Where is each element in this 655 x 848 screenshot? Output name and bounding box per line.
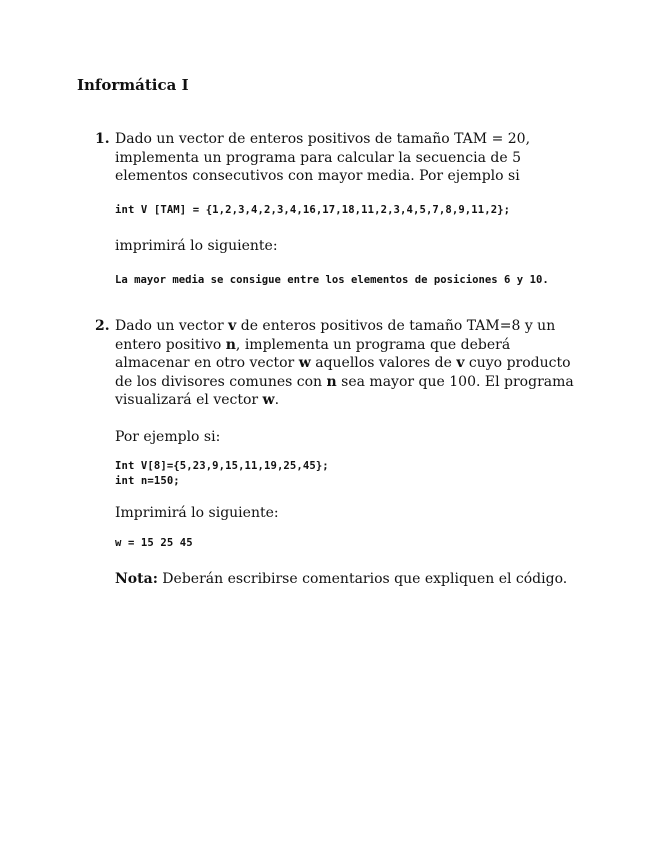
exercise-1-number: 1. xyxy=(95,131,110,147)
exercise-2-prints-label: Imprimirá lo siguiente: xyxy=(115,505,279,521)
exercise-2-statement: Dado un vector v de enteros positivos de tamaño TAM=8 y un entero positivo n, implementa un programa que deberá almacenar en otro vector w aquellos valores de v cuyo producto de los divisores comunes con n sea mayor que 100. El programa visualizará el vector w. xyxy=(115,318,574,408)
exercise-1-prints-label: imprimirá lo siguiente: xyxy=(115,238,278,254)
exercise-1-code: int V [TAM] = {1,2,3,4,2,3,4,16,17,18,11,2,3,4,5,7,8,9,11,2}; xyxy=(115,204,511,216)
n-symbol: n xyxy=(225,336,236,353)
exercise-2-example-label: Por ejemplo si: xyxy=(115,429,221,445)
exercise-2-code-line-2: int n=150; xyxy=(115,475,180,487)
exercise-2-number: 2. xyxy=(95,318,110,334)
vector-v-symbol: v xyxy=(228,318,237,334)
vector-w-symbol: w xyxy=(298,355,311,371)
exercise-1-statement: Dado un vector de enteros positivos de tamaño TAM = 20, implementa un programa para calcular la secuencia de 5 elementos consecutivos con mayor media. Por ejemplo si xyxy=(115,131,531,184)
exercise-2-output: w = 15 25 45 xyxy=(115,537,193,549)
note: Nota: Deberán escribirse comentarios que expliquen el código. xyxy=(115,571,568,587)
vector-w-symbol-2: w xyxy=(262,392,275,408)
note-label: Nota xyxy=(115,571,153,587)
exercise-2-code-line-1: Int V[8]={5,23,9,15,11,19,25,45}; xyxy=(115,460,329,472)
vector-v-symbol-2: v xyxy=(456,355,465,371)
note-text: Deberán escribirse comentarios que expliquen el código. xyxy=(157,571,568,587)
page-title: Informática I xyxy=(77,76,189,94)
n-symbol-2: n xyxy=(326,373,337,390)
exercise-1-output: La mayor media se consigue entre los elementos de posiciones 6 y 10. xyxy=(115,274,549,286)
